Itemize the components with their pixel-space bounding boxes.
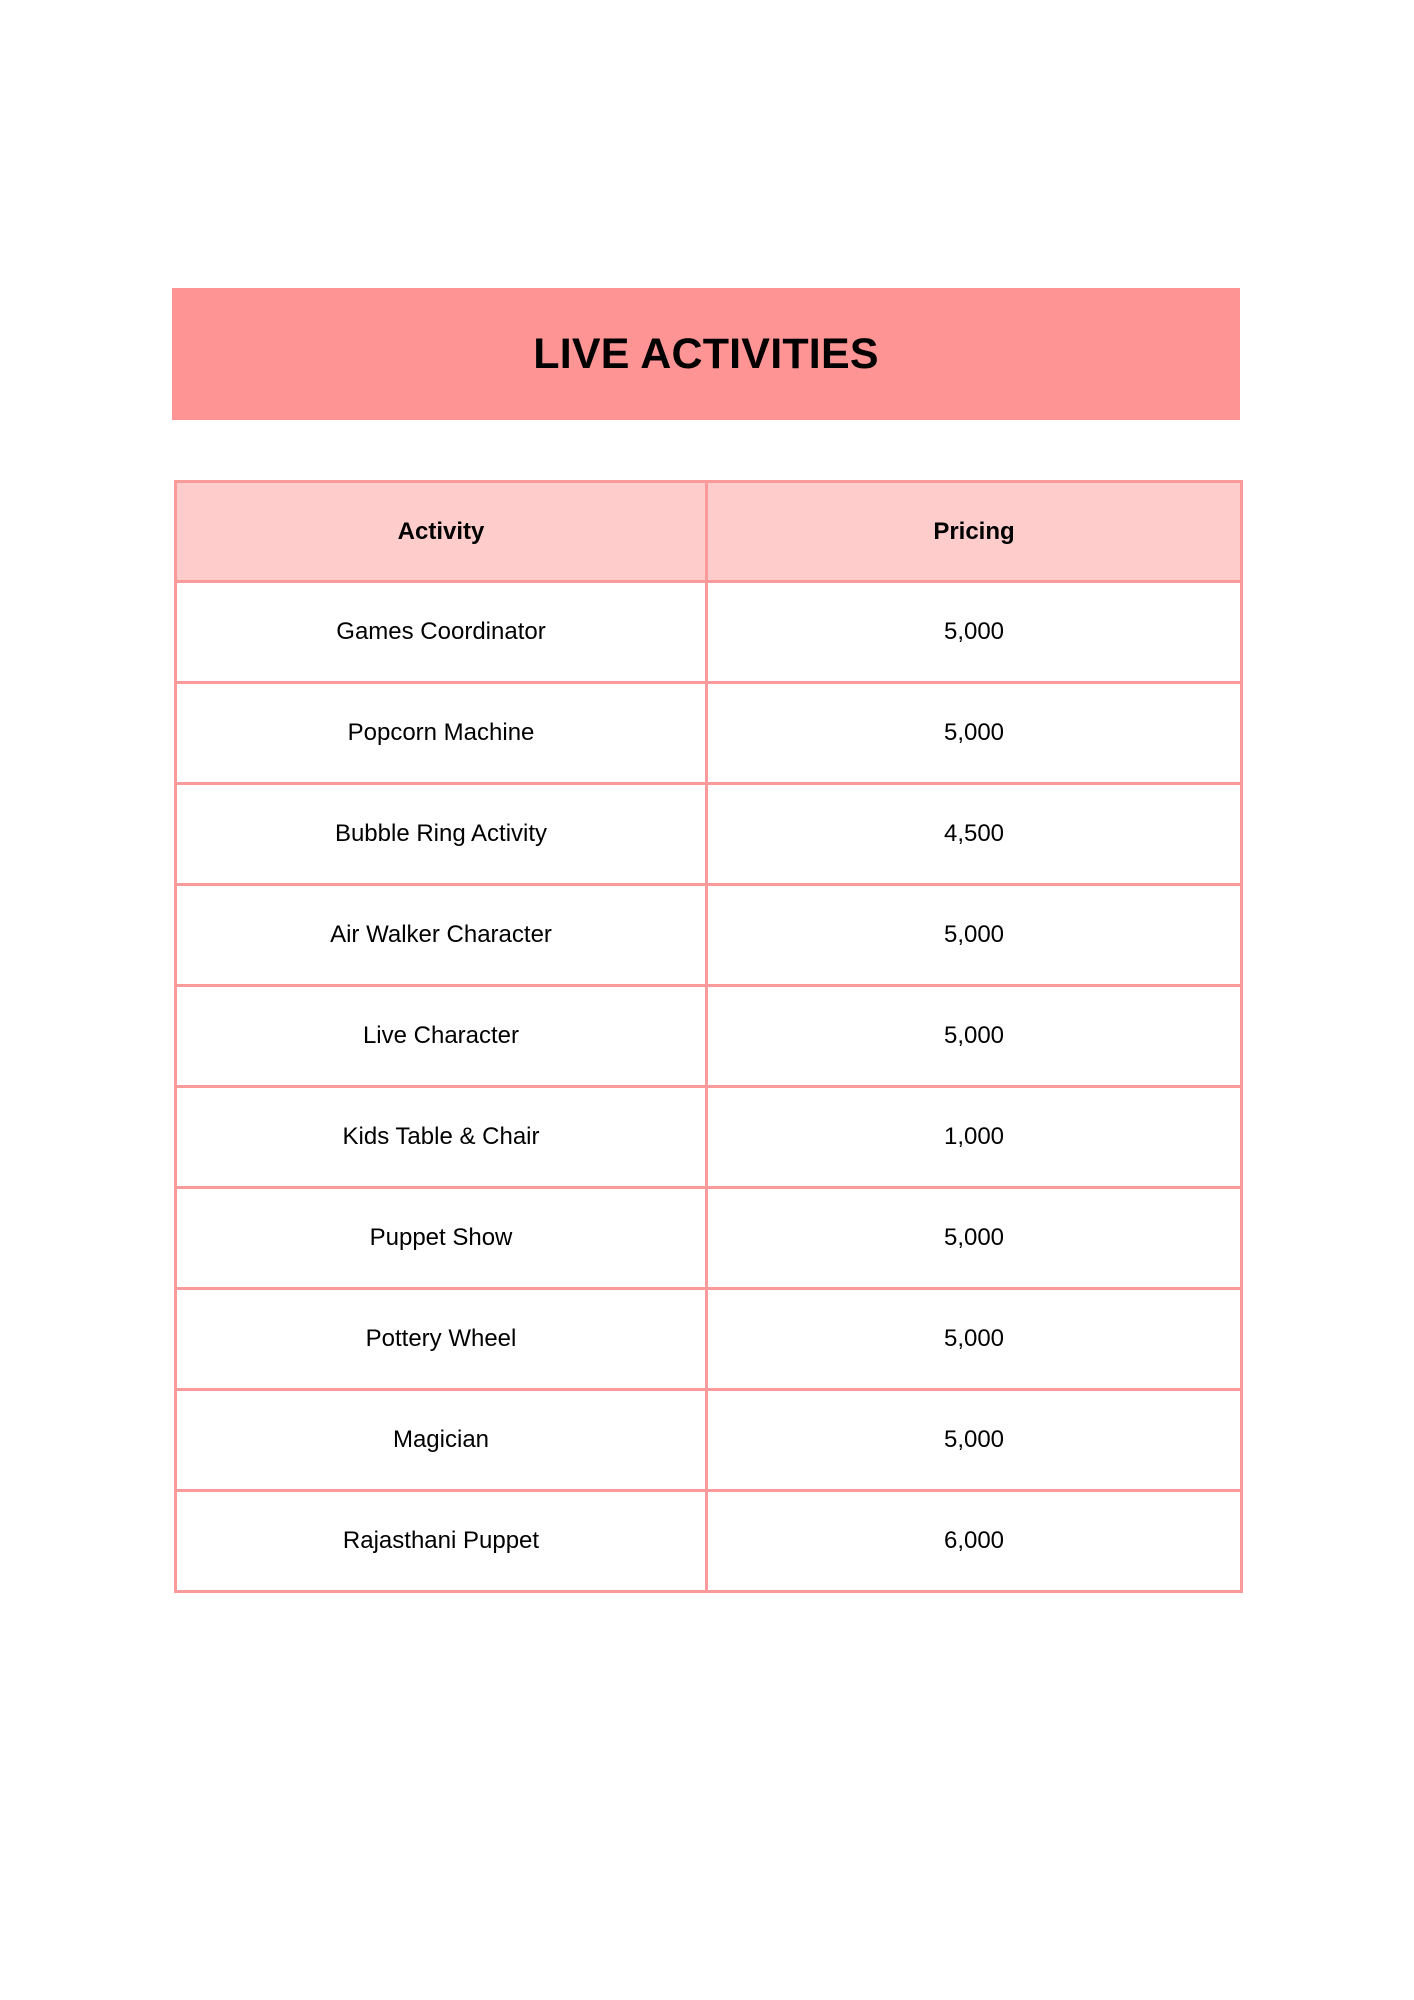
cell-pricing: 5,000 — [707, 1289, 1242, 1390]
cell-pricing: 5,000 — [707, 1390, 1242, 1491]
table-row — [176, 784, 1242, 885]
table-header — [176, 482, 1242, 582]
cell-activity: Live Character — [176, 986, 707, 1087]
table-body — [176, 582, 1242, 1592]
table-row — [176, 885, 1242, 986]
cell-activity: Bubble Ring Activity — [176, 784, 707, 885]
column-header-activity: Activity — [176, 482, 707, 582]
cell-pricing: 5,000 — [707, 986, 1242, 1087]
table-row — [176, 1491, 1242, 1592]
cell-pricing: 4,500 — [707, 784, 1242, 885]
table-header-row — [176, 482, 1242, 582]
cell-pricing: 5,000 — [707, 683, 1242, 784]
table-row — [176, 683, 1242, 784]
cell-pricing: 5,000 — [707, 582, 1242, 683]
table-row — [176, 1390, 1242, 1491]
live-activities-pricing-table — [174, 480, 1243, 1593]
cell-activity: Rajasthani Puppet — [176, 1491, 707, 1592]
cell-activity: Magician — [176, 1390, 707, 1491]
page-title: LIVE ACTIVITIES — [533, 329, 879, 378]
cell-activity: Kids Table & Chair — [176, 1087, 707, 1188]
table-row — [176, 1087, 1242, 1188]
cell-activity: Pottery Wheel — [176, 1289, 707, 1390]
table-row — [176, 1188, 1242, 1289]
cell-activity: Air Walker Character — [176, 885, 707, 986]
column-header-pricing: Pricing — [707, 482, 1242, 582]
cell-pricing: 5,000 — [707, 885, 1242, 986]
cell-activity: Games Coordinator — [176, 582, 707, 683]
cell-activity: Puppet Show — [176, 1188, 707, 1289]
cell-activity: Popcorn Machine — [176, 683, 707, 784]
cell-pricing: 1,000 — [707, 1087, 1242, 1188]
cell-pricing: 6,000 — [707, 1491, 1242, 1592]
page-title-banner — [172, 288, 1240, 420]
table-row — [176, 986, 1242, 1087]
table-row — [176, 1289, 1242, 1390]
cell-pricing: 5,000 — [707, 1188, 1242, 1289]
table-row — [176, 582, 1242, 683]
